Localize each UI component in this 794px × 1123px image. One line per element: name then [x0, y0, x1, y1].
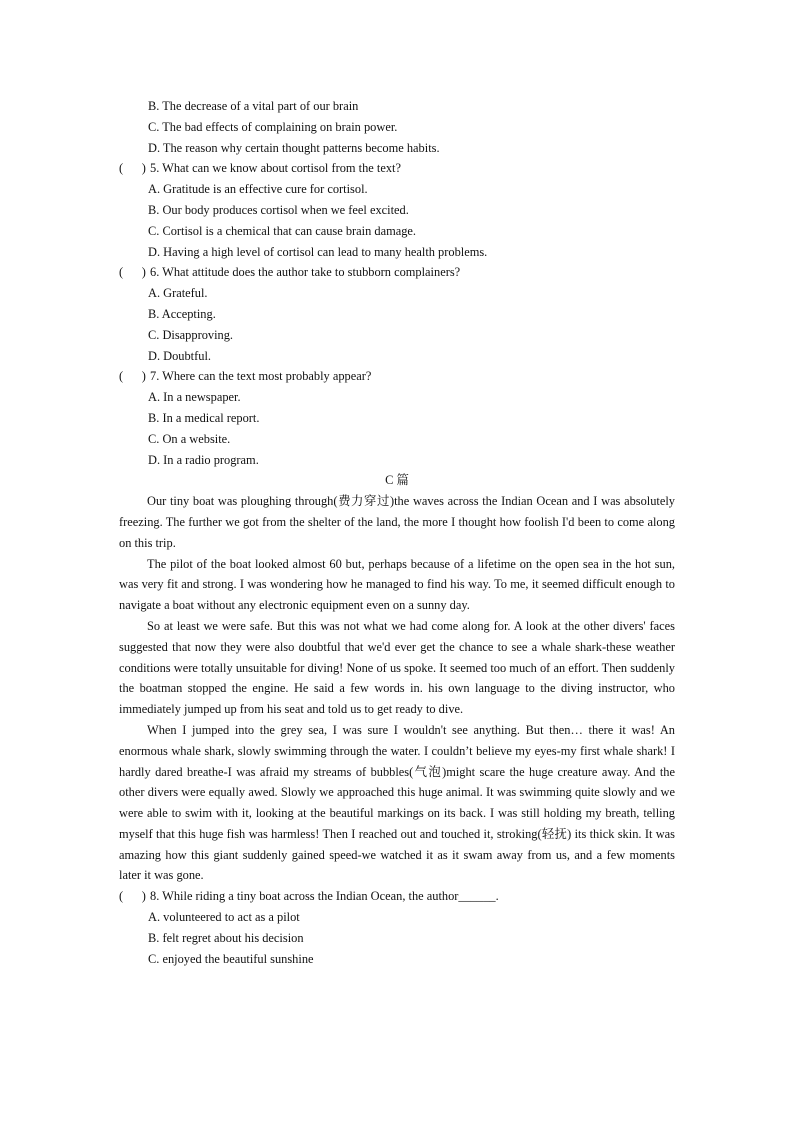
question-8 [119, 886, 675, 969]
option-c: C. The bad effects of complaining on brain power. [148, 119, 398, 134]
option-a: A. Grateful. [148, 286, 208, 301]
question-4-options [119, 96, 675, 158]
option-c: C. enjoyed the beautiful sunshine [148, 951, 314, 966]
answer-blank: ( ) [119, 889, 146, 904]
option-a: A. In a newspaper. [148, 390, 241, 405]
passage-paragraph: The pilot of the boat looked almost 60 but, perhaps because of a lifetime on the open sea in the hot sun, was very fit and strong. I was wondering how he managed to find his way. To me, it seemed difficult enough to navigate a boat without any electronic equipment even on a sunny day. [119, 556, 675, 613]
question-6 [119, 262, 675, 366]
option-d: D. Doubtful. [148, 348, 211, 363]
passage-paragraph: When I jumped into the grey sea, I was sure I wouldn't see anything. But then… there it was! An enormous whale shark, slowly swimming through the water. I couldn’t believe my eyes-my first whale shark! I hardly dared breathe-I was afraid my streams of bubbles(气泡)might scare the huge creature away. And the other divers were equally awed. Slowly we approached this huge animal. It was swimming quite slowly and we were able to swim with it, looking at the beautiful markings on its back. I was still holding my breath, telling myself that this huge fish was harmless! Then I reached out and touched it, stroking(轻抚) its thick skin. It was amazing how this giant suddenly gained speed-we watched it as it swam away from us, and a few moments later it was gone. [119, 722, 675, 883]
answer-blank: ( ) [119, 265, 146, 280]
option-b: B. felt regret about his decision [148, 930, 304, 945]
question-7 [119, 366, 675, 470]
passage-paragraph: So at least we were safe. But this was not what we had come along for. A look at the other divers' faces suggested that now they were also doubtful that we'd ever get the chance to see a whale shark-these weather conditions were totally unsuitable for diving! None of us spoke. It seemed too much of an effort. Then suddenly the boatman stopped the engine. He said a few words in. his own language to the diving instructor, who immediately jumped up from his seat and told us to get ready to dive. [119, 618, 675, 717]
question-stem: ( ) 7. Where can the text most probably appear? [119, 366, 675, 387]
option-a: A. Gratitude is an effective cure for cortisol. [148, 182, 368, 197]
option-b: B. Our body produces cortisol when we feel excited. [148, 202, 409, 217]
answer-blank: ( ) [119, 369, 146, 384]
question-stem: ( ) 6. What attitude does the author take to stubborn complainers? [119, 262, 675, 283]
answer-blank: ( ) [119, 161, 146, 176]
option-d: D. Having a high level of cortisol can lead to many health problems. [148, 244, 488, 259]
option-b: B. Accepting. [148, 306, 216, 321]
option-c: C. Disapproving. [148, 327, 234, 342]
section-heading: C 篇 [385, 473, 409, 488]
option-d: D. In a radio program. [148, 452, 259, 467]
option-c: C. Cortisol is a chemical that can cause brain damage. [148, 223, 417, 238]
passage-paragraph: Our tiny boat was ploughing through(费力穿过)the waves across the Indian Ocean and I was absolutely freezing. The further we got from the shelter of the land, the more I thought how foolish I'd been to come along on this trip. [119, 494, 675, 550]
option-b: B. In a medical report. [148, 410, 260, 425]
question-5 [119, 158, 675, 262]
option-b: B. The decrease of a vital part of our brain [148, 99, 359, 113]
question-stem: ( ) 5. What can we know about cortisol from the text? [119, 158, 675, 179]
option-a: A. volunteered to act as a pilot [148, 910, 300, 925]
document-page [119, 96, 675, 969]
option-d: D. The reason why certain thought patterns become habits. [148, 140, 440, 155]
option-c: C. On a website. [148, 431, 231, 446]
reading-passage [119, 491, 675, 886]
question-stem: ( ) 8. While riding a tiny boat across the Indian Ocean, the author______. [119, 886, 675, 907]
